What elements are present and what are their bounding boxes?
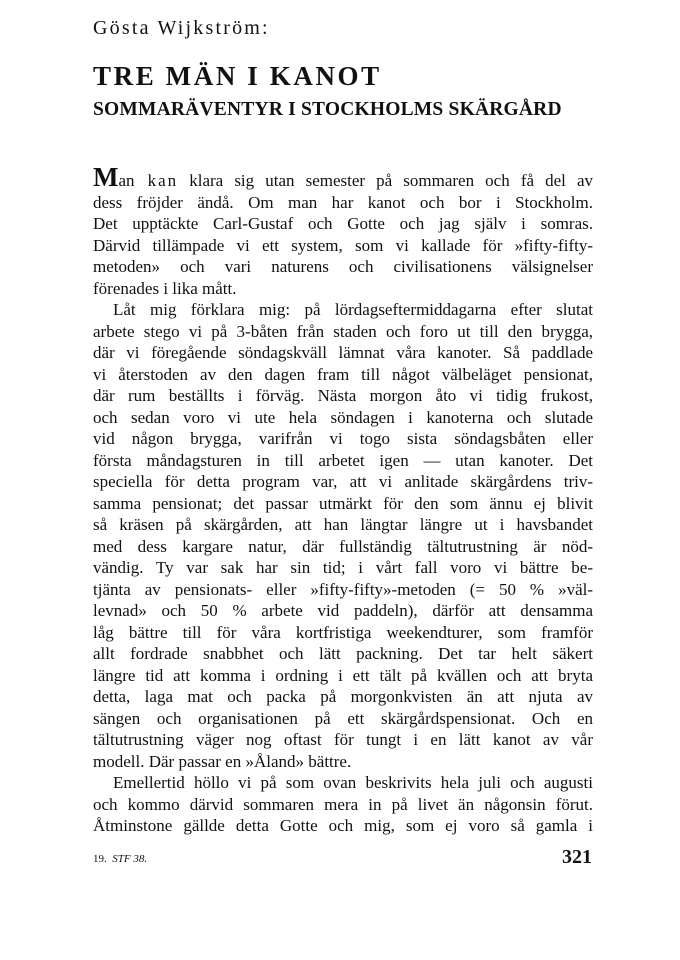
first-line: [93, 162, 594, 192]
text-line: Åtminstone gällde detta Gotte och mig, som ej voro så gamla i: [93, 816, 593, 835]
text-line: första måndagsturen in till arbetet igen — utan kanoter. Det: [93, 450, 593, 470]
signature-code: STF 38.: [112, 853, 148, 865]
text-line: tjänta av pensionats- eller »fifty-fifty»-metoden (= 50 % »väl-: [93, 579, 593, 599]
text-line: vid någon brygga, varifrån vi togo sista söndagsbåten eller: [93, 429, 593, 448]
first-word-rest: an: [118, 171, 135, 190]
text-line: förenades i lika mått.: [93, 278, 237, 298]
text-line: sängen och organisationen på ett skärgårdspensionat. Och en: [93, 708, 593, 728]
article-title: TRE MÄN I KANOT: [93, 61, 382, 91]
text-line: och kommo därvid sommaren mera in på livet än någonsin förut.: [93, 794, 593, 814]
text-line: vändig. Ty var sak har sin tid; i vårt fall voro vi bättre be-: [93, 558, 593, 577]
author-name: Gösta Wijkström:: [93, 17, 270, 39]
text-line: där rum beställts i förväg. Nästa morgon åto vi tidig frukost,: [93, 386, 593, 405]
text-line: Emellertid höllo vi på som ovan beskrivits hela juli och augusti: [113, 773, 593, 792]
text-line: levnad» och 50 % arbete vid paddeln), därför att densamma: [93, 601, 593, 620]
text-line: speciella för detta program var, att vi anlitade skärgårdens triv-: [93, 472, 593, 491]
text-line: och sedan voro vi ute hela söndagen i kanoterna och slutade: [93, 407, 593, 427]
text-line: längre tid att komma i ordning i ett tält på kvällen och att bryta: [93, 665, 593, 685]
text-line: metoden» och vari naturens och civilisationens välsignelser: [93, 257, 593, 276]
text-line: Därvid tillämpade vi ett system, som vi kallade för »fifty-fifty-: [93, 235, 593, 255]
drop-cap: M: [93, 162, 119, 192]
text-line: arbete stego vi på 3-båten från staden och foro ut till den brygga,: [93, 321, 593, 341]
text-line: Det upptäckte Carl-Gustaf och Gotte och jag själv i somras.: [93, 214, 593, 233]
text-line: dess fröjder ändå. Om man har kanot och bor i Stockholm.: [93, 192, 593, 212]
printer-signature: [93, 852, 147, 866]
text-line: detta, laga mat och packa på morgonkvisten än att njuta av: [93, 687, 593, 706]
page-number: 321: [562, 846, 592, 868]
text-line: låg bättre till för våra kortfristiga weekendturer, som framför: [93, 622, 593, 642]
text-line: Låt mig förklara mig: på lördagseftermiddagarna efter slutat: [113, 300, 593, 319]
text-line: samma pensionat; det passar utmärkt för den som ännu ej blivit: [93, 493, 593, 513]
spaced-word: kan: [134, 171, 179, 190]
article-subtitle: SOMMARÄVENTYR I STOCKHOLMS SKÄRGÅRD: [93, 99, 562, 120]
text-line: så kräsen på skärgården, att han längtar längre ut i havsbandet: [93, 515, 593, 534]
text-line: tältutrustning väger nog oftast för tungt i en lätt kanot av vår: [93, 730, 593, 749]
text-line: där vi föregående söndagskväll lämnat våra kanoter. Så paddlade: [93, 343, 593, 362]
first-line-rest: klara sig utan semester på sommaren och få del av: [178, 171, 594, 190]
body-lines: [93, 192, 593, 837]
text-line: vi återstoden av den dagen fram till något välbeläget pensionat,: [93, 364, 593, 384]
text-line: allt fordrade snabbhet och lätt packning. Det tar helt säkert: [93, 644, 593, 663]
text-line: modell. Där passar en »Åland» bättre.: [93, 751, 352, 771]
signature-number: 19.: [93, 853, 107, 865]
text-line: med dess kargare natur, där fullständig tältutrustning är nöd-: [93, 536, 593, 556]
article-body: [93, 162, 594, 837]
